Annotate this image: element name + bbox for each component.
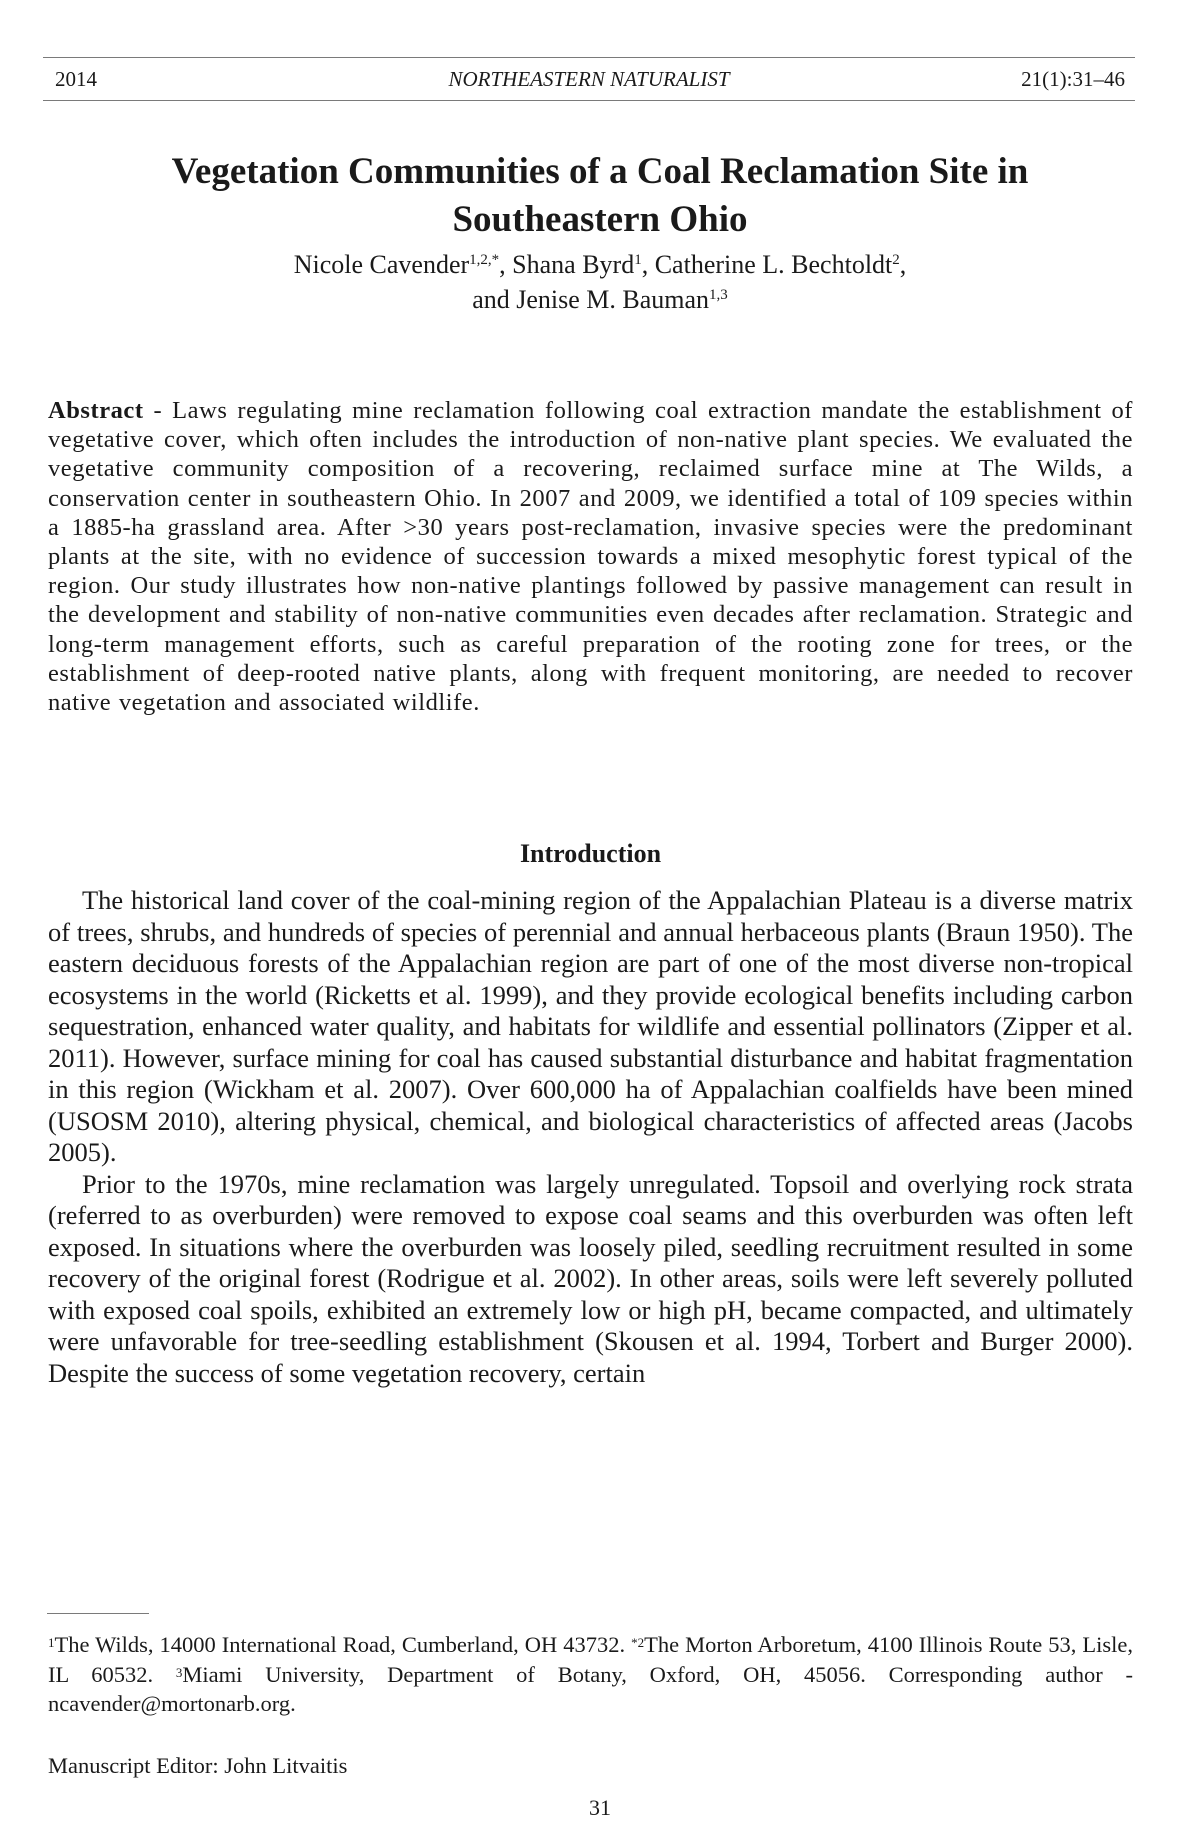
abstract: Abstract - Laws regulating mine reclamation following coal extraction mandate the establishment of vegetative cover, which often includes the introduction of non-native plant species. We evaluated the vegetative community composition of a recovering, reclaimed surface mine at The Wilds, a conservation center in southeastern Ohio. In 2007 and 2009, we identified a total of 109 species within a 1885-ha grassland area. After >30 years post-reclamation, invasive species were the predominant plants at the site, with no evidence of succession towards a mixed mesophytic forest typical of the region. Our study illustrates how non-native plantings followed by passive management can result in the development and stability of non-native communities even decades after reclamation. Strategic and long-term management efforts, such as careful preparation of the rooting zone for trees, or the establishment of deep-rooted native plants, along with frequent monitoring, are needed to recover native vegetation and associated wildlife.	[48, 397, 1134, 717]
author-affiliation: 2	[892, 252, 900, 268]
author-affiliation: 1,3	[709, 287, 728, 303]
header-year: 2014	[55, 66, 97, 91]
author-affiliation: 1,2,*	[469, 252, 500, 268]
header-citation: 21(1):31–46	[1021, 66, 1125, 91]
introduction-body	[48, 885, 1133, 1389]
abstract-label: Abstract	[48, 397, 144, 424]
affiliations-footnote: $^1$The Wilds, 14000 International Road, Cumberland, OH 43732. $^{*2}$The Morton Arboretum, 4100 Illinois Route 53, Lisle, IL 60532. $^3$Miami University, Department of Botany, Oxford, OH, 45056. Corresponding author - ncavender@mortonarb.org.	[48, 1632, 1134, 1716]
title-line-2: Southeastern Ohio	[452, 199, 748, 240]
paragraph: The historical land cover of the coal-mining region of the Appalachian Plateau is a diverse matrix of trees, shrubs, and hundreds of species of perennial and annual herbaceous plants (Braun 1950). The eastern deciduous forests of the Appalachian region are part of one of the most diverse non-tropical ecosystems in the world (Ricketts et al. 1999), and they provide ecological benefits including carbon sequestration, enhanced water quality, and habitats for wildlife and essential pollinators (Zipper et al. 2011). However, surface mining for coal has caused substantial disturbance and habitat fragmentation in this region (Wickham et al. 2007). Over 600,000 ha of Appalachian coalfields have been mined (USOSM 2010), altering physical, chemical, and biological characteristics of affected areas (Jacobs 2005).	[48, 885, 1133, 1167]
manuscript-editor: Manuscript Editor: John Litvaitis	[48, 1753, 348, 1778]
article-title	[60, 148, 1140, 244]
abstract-text: Laws regulating mine reclamation following coal extraction mandate the establishment of vegetative cover, which often includes the introduction of non-native plant species. We evaluated the vegetative community composition of a recovering, reclaimed surface mine at The Wilds, a conservation center in southeastern Ohio. In 2007 and 2009, we identified a total of 109 species within a 1885-ha grassland area. After >30 years post-reclamation, invasive species were the predominant plants at the site, with no evidence of succession towards a mixed mesophytic forest typical of the region. Our study illustrates how non-native plantings followed by passive management can result in the development and stability of non-native communities even decades after reclamation. Strategic and long-term management efforts, such as careful preparation of the rooting zone for trees, or the establishment of deep-rooted native plants, along with frequent monitoring, are needed to recover native vegetation and associated wildlife.	[48, 397, 1134, 717]
footnote-divider	[47, 1613, 149, 1614]
header-journal-name: NORTHEASTERN NATURALIST	[448, 66, 730, 91]
author-affiliation: 1	[634, 252, 642, 268]
paragraph: Prior to the 1970s, mine reclamation was largely unregulated. Topsoil and overlying rock strata (referred to as overburden) were removed to expose coal seams and this overburden was often left exposed. In situations where the overburden was loosely piled, seedling recruitment resulted in some recovery of the original forest (Rodrigue et al. 2002). In other areas, soils were left severely polluted with exposed coal spoils, exhibited an extremely low or high pH, became compacted, and ultimately were unfavorable for tree-seedling establishment (Skousen et al. 1994, Torbert and Burger 2000). Despite the success of some vegetation recovery, certain	[48, 1168, 1133, 1388]
running-header	[43, 57, 1135, 101]
corresponding-author-email[interactable]: ncavender@mortonarb.org	[48, 1691, 291, 1716]
author-name: Nicole Cavender	[293, 250, 470, 279]
section-heading-introduction: Introduction	[519, 839, 662, 868]
title-line-1: Vegetation Communities of a Coal Reclamation Site in	[171, 151, 1029, 192]
author-name: Catherine L. Bechtoldt	[654, 250, 893, 279]
author-name: Shana Byrd	[512, 250, 635, 279]
author-list: Nicole Cavender$^{1,2,*}$, Shana Byrd$^1$, Catherine L. Bechtoldt$^2$, and Jenise M. Bauman$^{1,3}$	[293, 250, 907, 314]
author-name: and Jenise M. Bauman	[472, 285, 710, 314]
page-number: 31	[589, 1795, 611, 1820]
